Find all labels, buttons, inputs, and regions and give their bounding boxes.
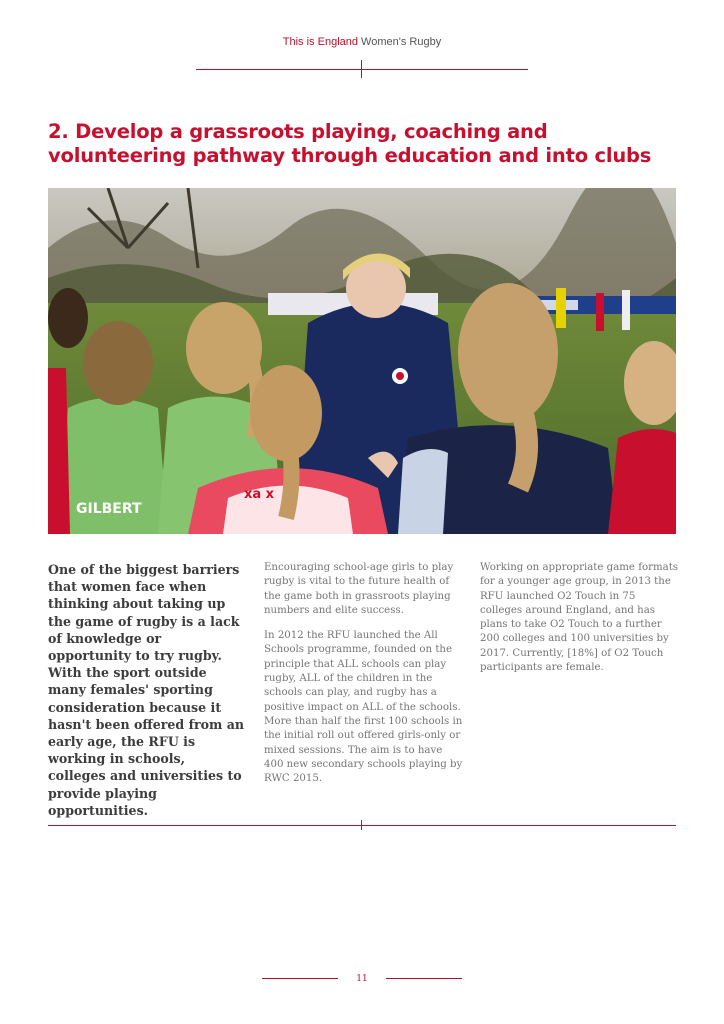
bib-text-right: xa x — [244, 487, 275, 502]
coach-with-girls-photo — [48, 188, 676, 534]
photo-illustration — [48, 188, 676, 534]
running-header — [0, 36, 724, 48]
section-divider-rule — [48, 825, 676, 826]
section-divider-tick — [361, 820, 362, 830]
section-title — [48, 120, 688, 168]
header-subtitle: Women's Rugby — [358, 36, 442, 48]
intro-column — [48, 561, 246, 830]
section-title-line-2: volunteering pathway through education and into clubs — [48, 144, 652, 167]
column2-paragraph-1: Encouraging school-age girls to play rugby is vital to the future health of the game both in grassroots playing numbers and elite success. — [264, 562, 454, 616]
header-rule-tick — [361, 60, 362, 78]
body-column-3 — [480, 561, 680, 686]
body-column-2 — [264, 561, 464, 797]
header-brand: This is England — [282, 36, 358, 48]
column2-paragraph-2: In 2012 the RFU launched the All Schools programme, founded on the principle that ALL schools can play rugby, ALL of the children in the schools can play, and rugby has a positive impact on ALL of the schools. More than half the first 100 schools in the initial roll out offered girls-only or mixed sessions. The aim is to have 400 new secondary schools playing by RWC 2015. — [264, 630, 463, 785]
bib-text-left: GILBERT — [76, 501, 142, 517]
section-title-line-1: 2. Develop a grassroots playing, coaching and — [48, 120, 548, 143]
column3-paragraph-1: Working on appropriate game formats for a younger age group, in 2013 the RFU launched O2 Touch in 75 colleges around England, and has plans to take O2 Touch to a further 200 colleges and 100 universities by 2017. Currently, [18%] of O2 Touch participants are female. — [480, 562, 679, 674]
page-number: 11 — [356, 974, 368, 984]
header-rule — [196, 69, 528, 70]
intro-paragraph: One of the biggest barriers that women face when thinking about taking up the game of rugby is a lack of knowledge or opportunity to try rugby. With the sport outside many females' sporting consideration because it hasn't been offered from an early age, the RFU is working in schools, colleges and universities to provide playing opportunities. — [48, 562, 245, 818]
